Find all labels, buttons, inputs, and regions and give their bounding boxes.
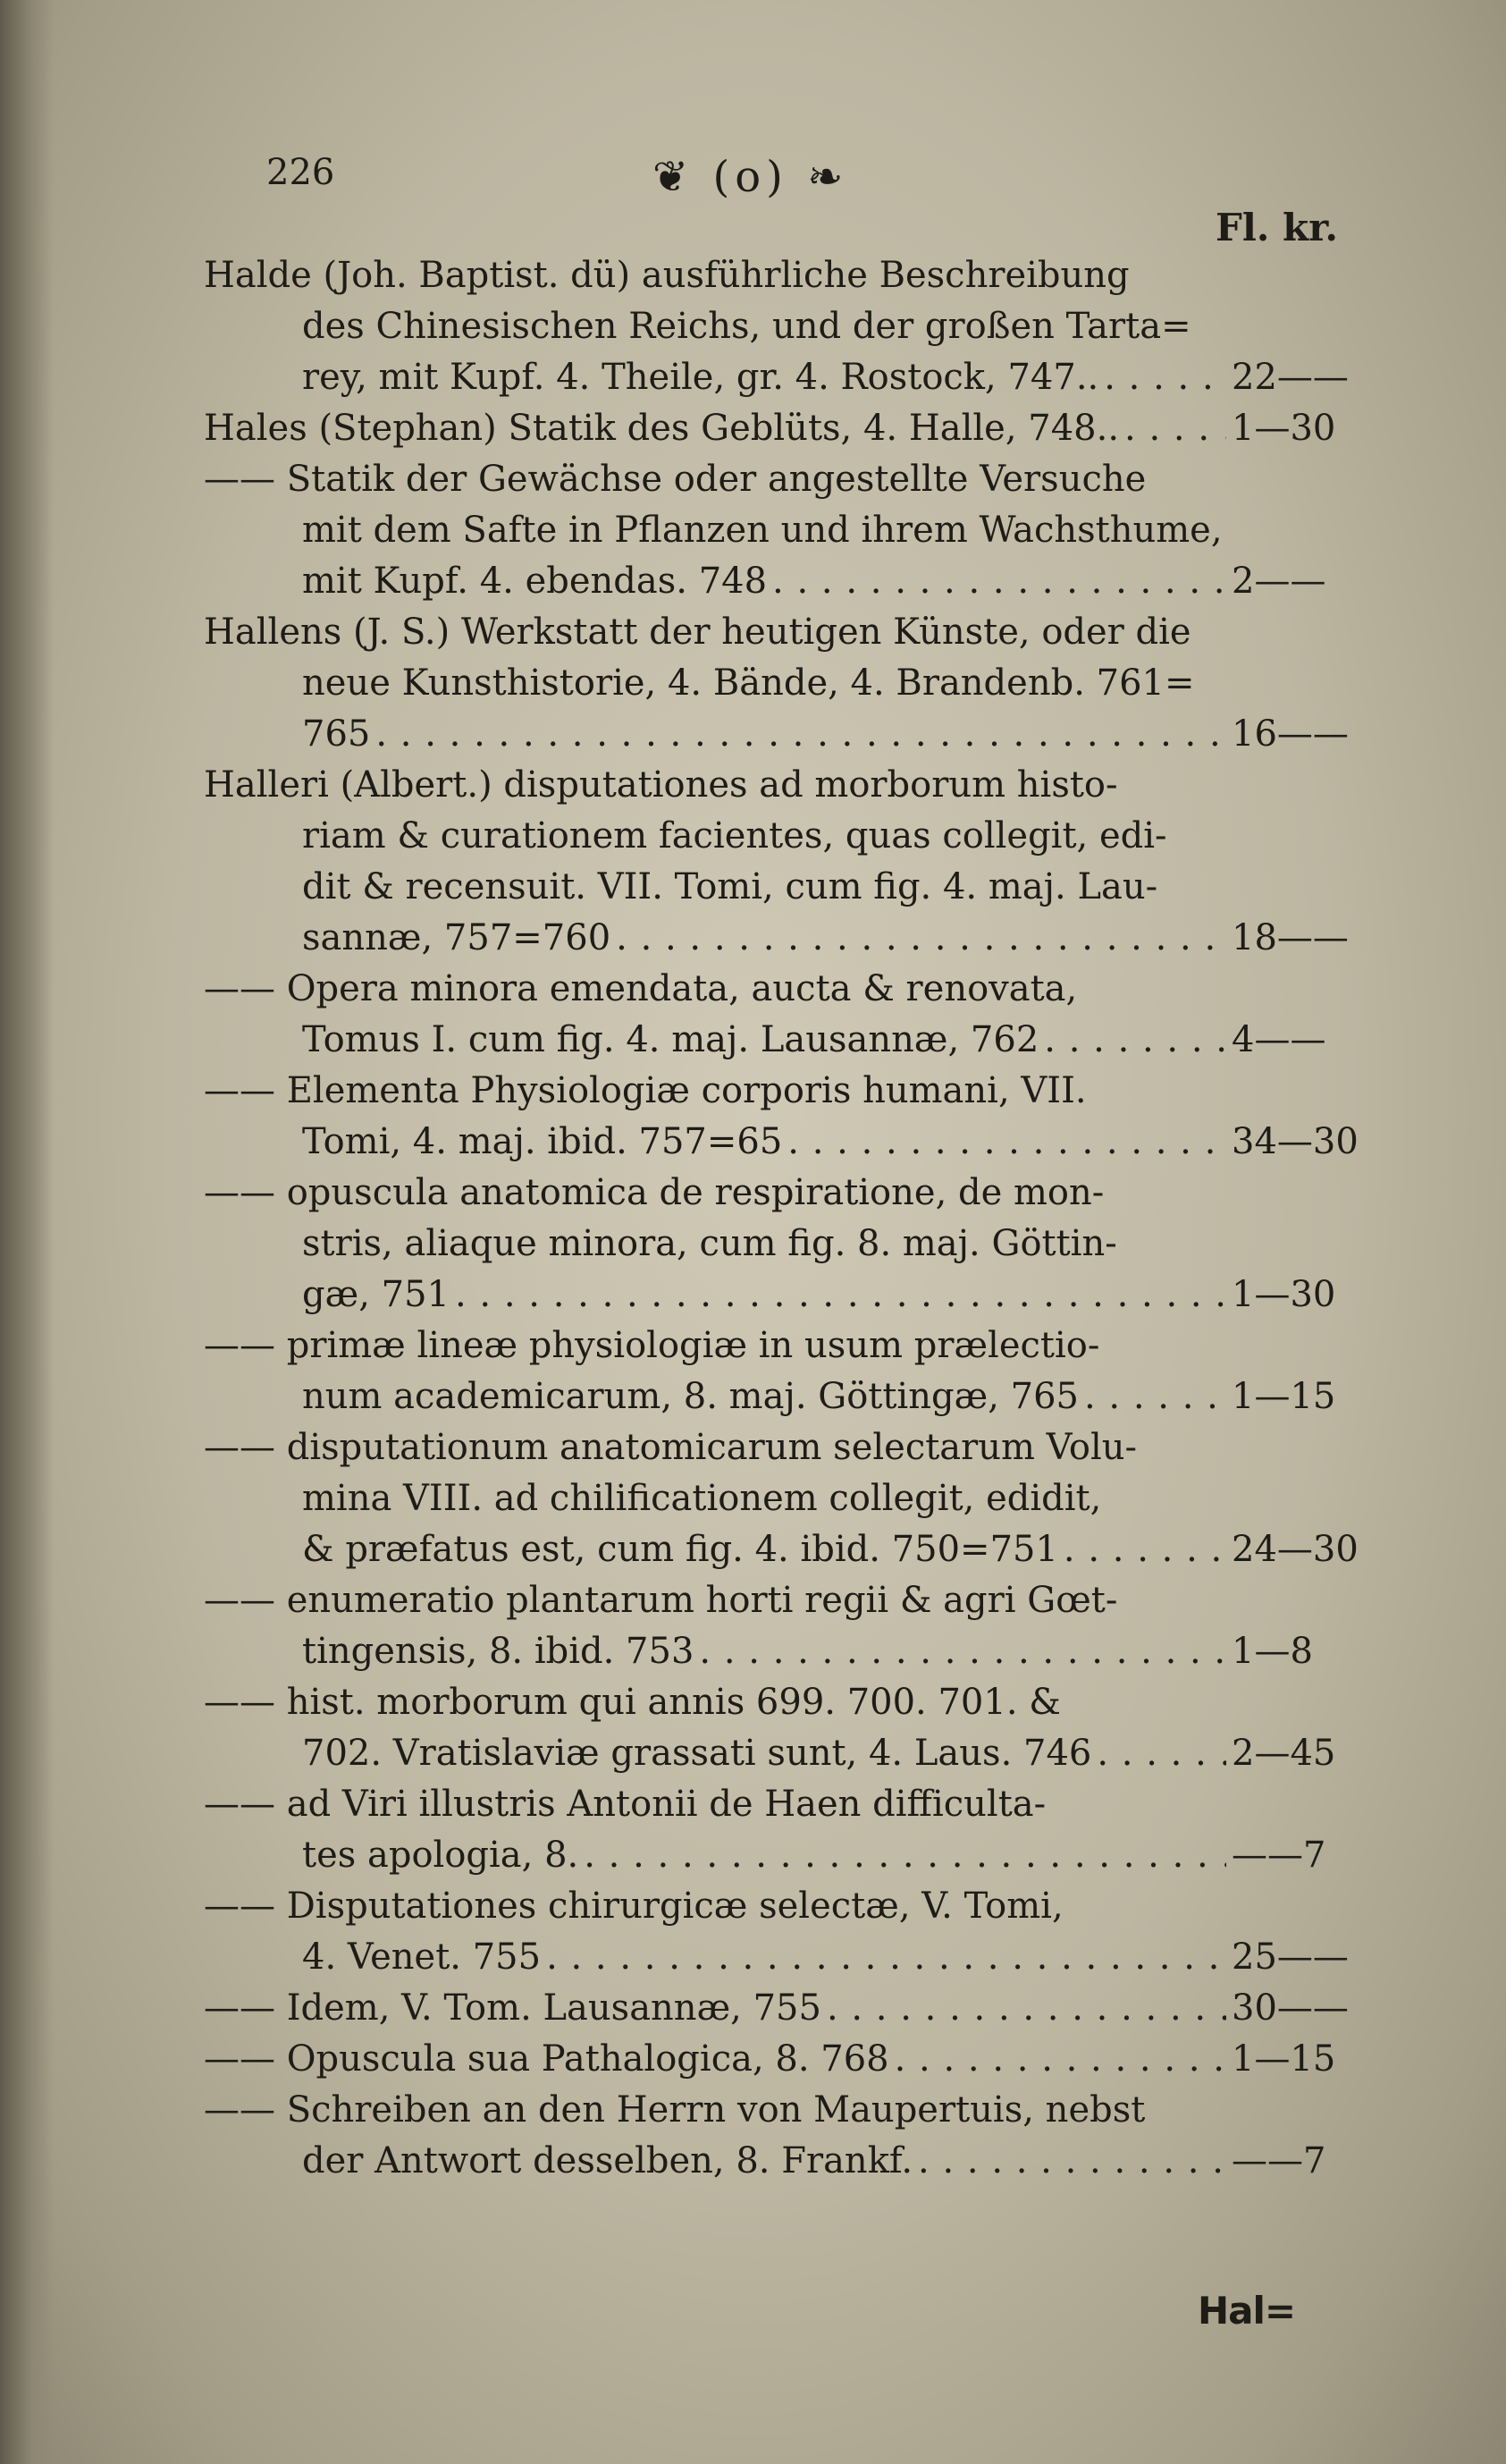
entry-line	[204, 1886, 1366, 1937]
entry-line	[204, 1733, 1366, 1784]
catalog-entry	[204, 1427, 1366, 1580]
leader-dots	[787, 1121, 1226, 1162]
entry-price: 34—30	[1232, 1121, 1359, 1162]
catalog-entry	[204, 459, 1366, 612]
catalog-entry	[204, 255, 1366, 408]
page-header	[0, 152, 1506, 249]
entry-text: Tomi, 4. maj. ibid. 757=65	[302, 1121, 783, 1162]
entry-text: des Chinesischen Reichs, und der großen Tarta=	[302, 306, 1191, 347]
entry-text: tingensis, 8. ibid. 753	[302, 1631, 694, 1672]
entry-line	[204, 612, 1366, 662]
entry-price: 1—15	[1232, 2038, 1336, 2080]
entry-price: 30——	[1232, 1987, 1349, 2029]
leader-dots	[1064, 1529, 1226, 1570]
entry-text: tes apologia, 8.	[302, 1835, 579, 1876]
entry-price: 25——	[1232, 1937, 1349, 1978]
leader-dots	[827, 1987, 1226, 2029]
entry-text: 702. Vratislaviæ grassati sunt, 4. Laus. 746	[302, 1733, 1092, 1774]
entry-line	[204, 255, 1366, 306]
entry-line	[204, 1172, 1366, 1223]
entry-text: —— enumeratio plantarum horti regii & agri Gœt-	[204, 1580, 1118, 1621]
entry-line	[204, 968, 1366, 1019]
entry-line	[204, 510, 1366, 561]
entry-line	[204, 713, 1366, 764]
entry-text: —— Disputationes chirurgicæ selectæ, V. Tomi,	[204, 1886, 1064, 1927]
entry-line	[204, 917, 1366, 968]
currency-column-header: Fl. kr.	[1216, 206, 1339, 249]
page-number: 226	[266, 152, 335, 193]
entry-price: ——7	[1232, 2140, 1326, 2181]
entry-line	[204, 1427, 1366, 1478]
entry-line	[204, 1529, 1366, 1580]
leader-dots	[895, 2038, 1226, 2080]
entry-line	[204, 1682, 1366, 1733]
entry-text: sannæ, 757=760	[302, 917, 611, 958]
entry-price: ——7	[1232, 1835, 1326, 1876]
entry-text: —— disputationum anatomicarum selectarum Volu-	[204, 1427, 1138, 1468]
catalog-entry	[204, 968, 1366, 1070]
entry-line	[204, 1274, 1366, 1325]
entry-line	[204, 1325, 1366, 1376]
entry-line	[204, 764, 1366, 815]
entry-text: der Antwort desselben, 8. Frankf.	[302, 2140, 913, 2181]
entry-price: 2—45	[1232, 1733, 1336, 1774]
entry-line	[204, 1478, 1366, 1529]
catalog-entries	[204, 255, 1366, 2191]
header-ornament-text: (o)	[712, 152, 788, 202]
catalog-entry	[204, 1682, 1366, 1784]
entry-text: num academicarum, 8. maj. Göttingæ, 765	[302, 1376, 1079, 1417]
entry-text: mit dem Safte in Pflanzen und ihrem Wachsthume,	[302, 510, 1223, 551]
catalog-entry	[204, 1886, 1366, 1987]
catalog-entry	[204, 1580, 1366, 1682]
catalog-entry	[204, 2089, 1366, 2191]
entry-text: 4. Venet. 755	[302, 1937, 542, 1978]
leader-dots	[1084, 1376, 1226, 1417]
catalog-entry	[204, 408, 1366, 459]
entry-text: —— opuscula anatomica de respiratione, de mon-	[204, 1172, 1105, 1213]
leader-dots	[772, 561, 1226, 602]
leader-dots	[584, 1835, 1226, 1876]
entry-price: 18——	[1232, 917, 1349, 958]
catalog-entry	[204, 1325, 1366, 1427]
leader-dots	[546, 1937, 1226, 1978]
entry-text: Halleri (Albert.) disputationes ad morborum histo-	[204, 764, 1118, 806]
entry-text: riam & curationem facientes, quas collegit, edi-	[302, 815, 1167, 856]
entry-text: —— Statik der Gewächse oder angestellte Versuche	[204, 459, 1147, 500]
entry-line	[204, 357, 1366, 408]
entry-text: —— Idem, V. Tom. Lausannæ, 755	[204, 1987, 821, 2029]
catalog-entry	[204, 2038, 1366, 2089]
entry-text: dit & recensuit. VII. Tomi, cum fig. 4. maj. Lau-	[302, 866, 1158, 907]
entry-price: 2——	[1232, 561, 1326, 602]
catalog-entry	[204, 1070, 1366, 1172]
entry-line	[204, 2089, 1366, 2140]
leader-dots	[1044, 1019, 1226, 1060]
entry-price: 1—8	[1232, 1631, 1313, 1672]
entry-price: 4——	[1232, 1019, 1326, 1060]
entry-line	[204, 561, 1366, 612]
leader-dots	[1104, 357, 1226, 398]
entry-text: stris, aliaque minora, cum fig. 8. maj. Göttin-	[302, 1223, 1117, 1264]
entry-line	[204, 1070, 1366, 1121]
entry-price: 22——	[1232, 357, 1349, 398]
leader-dots	[375, 713, 1226, 755]
entry-text: gæ, 751	[302, 1274, 450, 1315]
entry-price: 16——	[1232, 713, 1349, 755]
leader-dots	[699, 1631, 1226, 1672]
entry-line	[204, 866, 1366, 917]
leader-dots	[918, 2140, 1226, 2181]
entry-price: 1—30	[1232, 408, 1336, 449]
entry-text: Hallens (J. S.) Werkstatt der heutigen Künste, oder die	[204, 612, 1191, 653]
leader-dots	[1124, 408, 1226, 449]
leader-dots	[616, 917, 1226, 958]
entry-line	[204, 2038, 1366, 2089]
entry-line	[204, 662, 1366, 713]
entry-line	[204, 459, 1366, 510]
entry-text: —— Schreiben an den Herrn von Maupertuis, nebst	[204, 2089, 1146, 2131]
entry-text: 765	[302, 713, 371, 755]
catalog-entry	[204, 612, 1366, 764]
catchword: Hal=	[1198, 2289, 1296, 2333]
leader-dots	[455, 1274, 1226, 1315]
entry-text: mina VIII. ad chilificationem collegit, edidit,	[302, 1478, 1102, 1519]
entry-line	[204, 1121, 1366, 1172]
entry-line	[204, 1631, 1366, 1682]
entry-line	[204, 1987, 1366, 2038]
header-ornament: ❦ (o) ❧	[652, 152, 849, 202]
entry-line	[204, 1937, 1366, 1987]
entry-text: Tomus I. cum fig. 4. maj. Lausannæ, 762	[302, 1019, 1039, 1060]
entry-text: rey, mit Kupf. 4. Theile, gr. 4. Rostock, 747..	[302, 357, 1099, 398]
entry-line	[204, 1019, 1366, 1070]
entry-line	[204, 815, 1366, 866]
entry-text: —— Opera minora emendata, aucta & renovata,	[204, 968, 1078, 1009]
entry-line	[204, 1580, 1366, 1631]
entry-line	[204, 1835, 1366, 1886]
catalog-entry	[204, 1784, 1366, 1886]
entry-text: mit Kupf. 4. ebendas. 748	[302, 561, 768, 602]
entry-text: —— Opuscula sua Pathalogica, 8. 768	[204, 2038, 889, 2080]
entry-text: —— Elementa Physiologiæ corporis humani, VII.	[204, 1070, 1087, 1111]
entry-line	[204, 306, 1366, 357]
catalog-entry	[204, 1987, 1366, 2038]
leader-dots	[1097, 1733, 1226, 1774]
entry-price: 1—30	[1232, 1274, 1336, 1315]
entry-text: neue Kunsthistorie, 4. Bände, 4. Brandenb. 761=	[302, 662, 1195, 704]
entry-line	[204, 408, 1366, 459]
entry-price: 24—30	[1232, 1529, 1359, 1570]
entry-line	[204, 1784, 1366, 1835]
entry-price: 1—15	[1232, 1376, 1336, 1417]
entry-text: —— primæ lineæ physiologiæ in usum prælectio-	[204, 1325, 1100, 1366]
entry-line	[204, 2140, 1366, 2191]
entry-text: Hales (Stephan) Statik des Geblüts, 4. Halle, 748..	[204, 408, 1120, 449]
entry-text: & præfatus est, cum fig. 4. ibid. 750=751	[302, 1529, 1058, 1570]
entry-text: —— hist. morborum qui annis 699. 700. 701. &	[204, 1682, 1061, 1723]
entry-line	[204, 1376, 1366, 1427]
entry-text: —— ad Viri illustris Antonii de Haen difficulta-	[204, 1784, 1047, 1825]
catalog-entry	[204, 1172, 1366, 1325]
page-gutter-shadow	[0, 0, 54, 2464]
catalog-entry	[204, 764, 1366, 968]
entry-text: Halde (Joh. Baptist. dü) ausführliche Beschreibung	[204, 255, 1130, 296]
entry-line	[204, 1223, 1366, 1274]
